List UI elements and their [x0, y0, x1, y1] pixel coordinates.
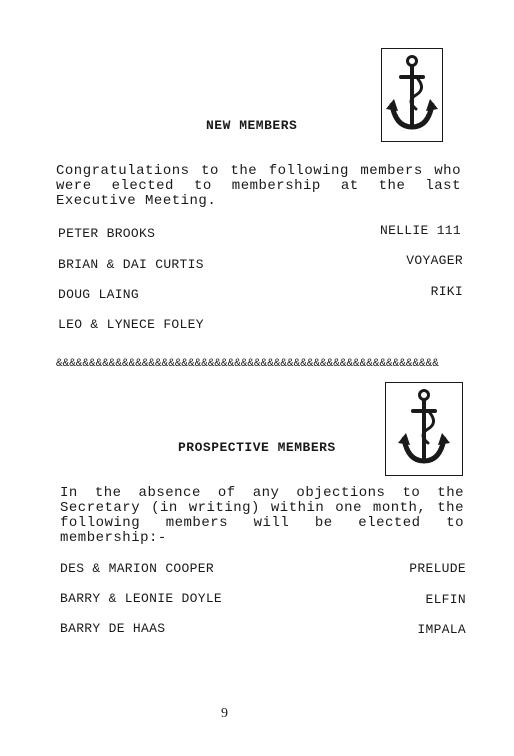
member-boat: IMPALA — [417, 622, 466, 637]
new-members-title: NEW MEMBERS — [206, 118, 298, 133]
intro-line: In the absence of any objections to the — [60, 485, 464, 501]
member-name: PETER BROOKS — [58, 226, 156, 241]
section-separator: &&&&&&&&&&&&&&&&&&&&&&&&&&&&&&&&&&&&&&&&&&&&&&&&&&&&&&&&&& — [56, 358, 439, 370]
anchor-logo-top — [381, 48, 443, 142]
intro-line: following members will be elected to — [60, 515, 464, 531]
member-boat: PRELUDE — [409, 561, 466, 576]
member-name: LEO & LYNECE FOLEY — [58, 317, 204, 332]
prospective-members-title: PROSPECTIVE MEMBERS — [178, 440, 336, 455]
anchor-icon — [386, 383, 462, 475]
intro-line: Secretary (in writing) within one month, the — [60, 500, 464, 516]
member-name: DOUG LAING — [58, 287, 140, 302]
member-name: BRIAN & DAI CURTIS — [58, 257, 204, 272]
member-name: DES & MARION COOPER — [60, 561, 214, 576]
anchor-icon — [382, 49, 442, 141]
member-boat: ELFIN — [425, 592, 466, 607]
member-boat: NELLIE 111 — [379, 223, 461, 238]
intro-line: Congratulations to the following members who — [56, 163, 461, 179]
anchor-logo-bottom — [385, 382, 463, 476]
member-boat: RIKI — [430, 284, 463, 299]
intro-line: were elected to membership at the last — [56, 178, 461, 194]
prospective-members-intro — [60, 486, 464, 546]
member-name: BARRY DE HAAS — [60, 621, 166, 636]
intro-line: membership:- — [60, 530, 167, 546]
intro-line: Executive Meeting. — [56, 193, 217, 209]
member-boat: VOYAGER — [406, 253, 463, 268]
member-name: BARRY & LEONIE DOYLE — [60, 591, 223, 606]
new-members-intro — [56, 164, 461, 209]
page-number: 9 — [221, 706, 228, 721]
